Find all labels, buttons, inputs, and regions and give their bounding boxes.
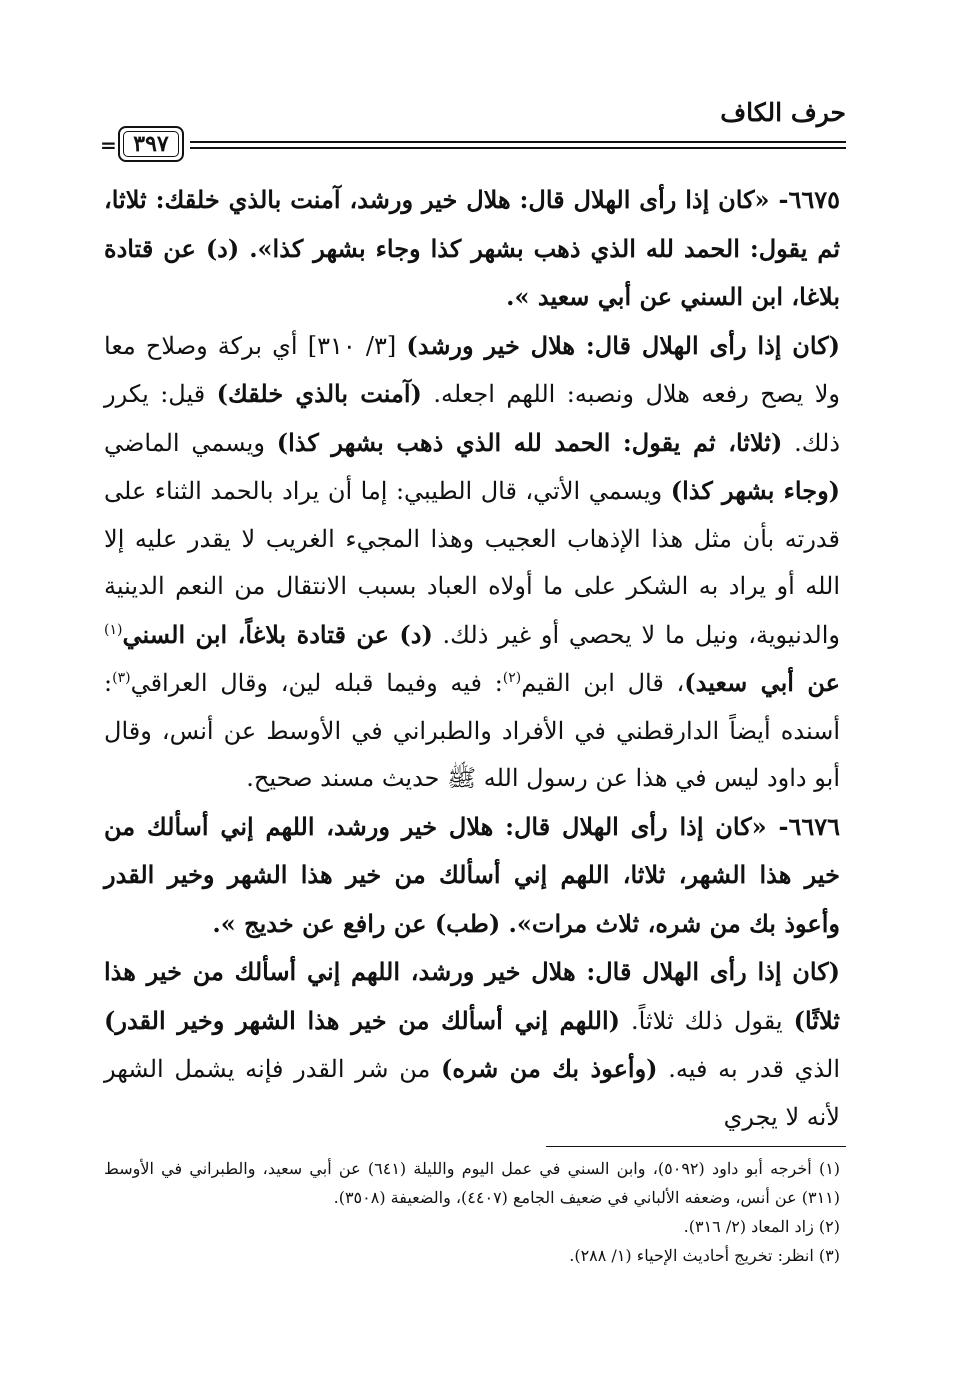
footnote-ref[interactable]: (٣) — [112, 670, 131, 686]
commentary-6676 — [104, 948, 840, 1141]
commentary-text: [٣/ ٣١٠] أي بركة وصلاح معا ولا يصح رفعه هلال ونصبه: اللهم اجعله. — [104, 331, 841, 408]
hadith-entry-6675 — [104, 176, 840, 322]
commentary-quote: (كان إذا رأى الهلال قال: هلال خير ورشد) — [406, 330, 840, 360]
commentary-quote: (وجاء بشهر كذا) — [670, 476, 841, 505]
header-rule-bottom — [190, 147, 846, 149]
hadith-text: «كان إذا رأى الهلال قال: هلال خير ورشد، آمنت بالذي خلقك: ثلاثا، ثم يقول: الحمد لله الذي ذهب بشهر كذا وجاء بشهر كذا». — [104, 185, 840, 263]
page-number: ٣٩٧ — [118, 126, 184, 162]
footnote-2: (٢) زاد المعاد (٢/ ٣١٦). — [683, 1217, 840, 1236]
commentary-text: ، قال ابن القيم — [521, 669, 685, 697]
footnote-1: (١) أخرجه أبو داود (٥٠٩٢)، وابن السني في عمل اليوم والليلة (٦٤١) عن أبي سعيد، والطبراني في الأوسط (٣١١) عن أنس، وضعفه الألباني في ضعيف الجامع (٤٤٠٧)، والضعيفة (٣٥٠٨). — [104, 1159, 841, 1207]
commentary-quote: (ثلاثا، ثم يقول: الحمد لله الذي ذهب بشهر كذا) — [276, 427, 783, 457]
hadith-text: «كان إذا رأى الهلال قال: هلال خير ورشد، اللهم إني أسألك من خير هذا الشهر، ثلاثا، اللهم إني أسألك من خير هذا الشهر وخير القدر وأعوذ بك من شره، ثلاث مرات». — [104, 811, 840, 938]
commentary-text: الذي قدر به فيه. — [657, 1055, 841, 1083]
commentary-quote: (وأعوذ بك من شره) — [441, 1054, 658, 1083]
footnotes — [104, 1154, 840, 1270]
commentary-text: ويسمي الماضي — [104, 428, 277, 457]
commentary-quote: (اللهم إني أسألك من خير هذا الشهر وخير القدر) — [104, 1005, 620, 1035]
commentary-text: من شر القدر فإنه يشمل الشهر لأنه لا يجري — [104, 1055, 840, 1131]
commentary-text: يقول ذلك ثلاثاً. — [620, 1006, 794, 1035]
commentary-quote: (آمنت بالذي خلقك) — [216, 379, 422, 408]
commentary-quote: (د) عن قتادة بلاغاً، ابن السني — [122, 619, 433, 649]
commentary-quote: (كان إذا رأى الهلال قال: هلال خير ورشد، اللهم إني أسألك من خير هذا ثلاثًا) — [104, 957, 840, 1035]
main-text — [104, 176, 840, 1141]
commentary-6675 — [104, 322, 840, 803]
commentary-quote: عن أبي سعيد) — [684, 668, 840, 697]
footnote-ref[interactable]: (١) — [104, 621, 123, 638]
header-rule-top — [190, 141, 846, 143]
hadith-entry-6676 — [104, 803, 840, 949]
commentary-text: قيل: يكرر ذلك. — [104, 380, 841, 457]
commentary-text: : فيه وفيما قبله لين، وقال العراقي — [130, 669, 503, 697]
entry-number: ٦٦٧٦- — [766, 811, 840, 841]
footnote-3: (٣) انظر: تخريج أحاديث الإحياء (١/ ٢٨٨). — [569, 1246, 840, 1265]
entry-number: ٦٦٧٥- — [769, 185, 840, 214]
margin-mark: = — [100, 133, 117, 157]
hadith-source: (د) عن قتادة بلاغا، ابن السني عن أبي سعيد ». — [104, 233, 840, 311]
commentary-text: : أسنده أيضاً الدارقطني في الأفراد والطبراني في الأوسط عن أنس، وقال أبو داود ليس في هذا عن رسول الله ﷺ حديث مسند صحيح. — [104, 669, 840, 792]
commentary-text: ويسمي الأتي، قال الطيبي: إما أن يراد بالحمد الثناء على قدرته بأن مثل هذا الإذهاب العجيب وهذا المجيء الغريب لا يقدر عليه إلا الله أو يراد به الشكر على ما أولاه العباد بسبب الانتقال من النعم الدينية والدنيوية، ونيل ما لا يحصي أو غير ذلك. — [104, 477, 841, 649]
footnote-ref[interactable]: (٢) — [502, 670, 522, 686]
footnote-divider — [546, 1146, 846, 1147]
hadith-source: (طب) عن رافع عن خديج ». — [212, 908, 509, 938]
running-title: حرف الكاف — [720, 98, 846, 127]
